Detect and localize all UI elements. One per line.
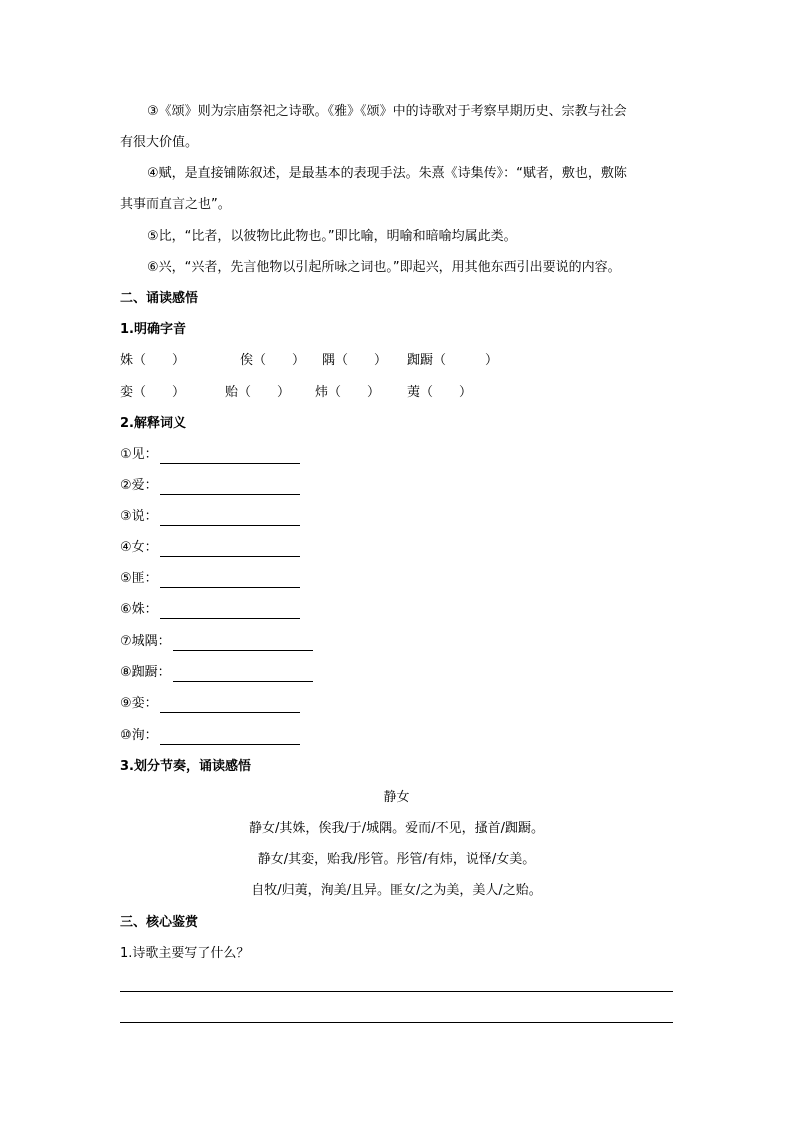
words-subheading: 2.解释词义 [120, 416, 186, 431]
question-1: 1.诗歌主要写了什么？ [120, 946, 250, 961]
word-label: ②爱： [120, 478, 158, 493]
word-item [120, 446, 300, 466]
pinyin-item[interactable]: 贻（ ） [225, 385, 291, 400]
word-label: ⑩洵： [120, 728, 158, 743]
xing-paragraph: ⑥兴，“兴者，先言他物以引起所咏之词也。”即起兴，用其他东西引出要说的内容。 [147, 260, 621, 275]
pinyin-subheading: 1.明确字音 [120, 322, 186, 337]
word-label: ⑨娈： [120, 696, 158, 711]
pinyin-item[interactable]: 踟蹰（ ） [407, 353, 499, 368]
word-item [120, 570, 300, 590]
pinyin-item[interactable]: 荑（ ） [407, 385, 473, 400]
answer-blank[interactable] [160, 573, 300, 588]
pinyin-row-2 [120, 384, 540, 402]
rhythm-subheading: 3.划分节奏，诵读感悟 [120, 759, 251, 774]
answer-blank[interactable] [173, 667, 313, 682]
word-item [120, 727, 300, 747]
song-paragraph-line2: 有很大价值。 [120, 135, 199, 150]
word-label: ⑤匪： [120, 571, 158, 586]
poem-line: 静女/其姝，俟我/于/城隅。爱而/不见，搔首/踟蹰。 [249, 821, 544, 836]
fu-paragraph-line1: ④赋，是直接铺陈叙述，是最基本的表现手法。朱熹《诗集传》：“赋者，敷也，敷陈 [147, 166, 627, 181]
word-item [120, 477, 300, 497]
answer-line[interactable] [120, 1022, 673, 1023]
word-label: ①见： [120, 447, 158, 462]
word-label: ③说： [120, 509, 158, 524]
pinyin-item[interactable]: 俟（ ） [240, 353, 306, 368]
fu-paragraph-line2: 其事而直言之也”。 [120, 197, 231, 212]
answer-blank[interactable] [160, 449, 300, 464]
word-label: ④女： [120, 540, 158, 555]
poem-line: 自牧/归荑，洵美/且异。匪女/之为美，美人/之贻。 [251, 883, 542, 898]
song-paragraph-line1: ③《颂》则为宗庙祭祀之诗歌。《雅》《颂》中的诗歌对于考察早期历史、宗教与社会 [147, 104, 627, 119]
pinyin-row-1 [120, 352, 540, 370]
poem-line: 静女/其娈，贻我/彤管。彤管/有炜，说怿/女美。 [257, 852, 536, 867]
section2-heading: 二、诵读感悟 [120, 291, 199, 306]
answer-line[interactable] [120, 991, 673, 992]
word-label: ⑦城隅： [120, 634, 171, 649]
word-label: ⑧踟蹰： [120, 665, 171, 680]
pinyin-item[interactable]: 娈（ ） [120, 385, 186, 400]
pinyin-item[interactable]: 姝（ ） [120, 353, 186, 368]
pinyin-item[interactable]: 炜（ ） [315, 385, 381, 400]
answer-blank[interactable] [160, 480, 300, 495]
answer-blank[interactable] [160, 698, 300, 713]
word-item [120, 601, 300, 621]
word-item [120, 539, 300, 559]
answer-blank[interactable] [160, 542, 300, 557]
word-item [120, 664, 313, 684]
section3-heading: 三、核心鉴赏 [120, 915, 199, 930]
poem-title: 静女 [383, 790, 410, 805]
answer-blank[interactable] [160, 730, 300, 745]
bi-paragraph: ⑤比，“比者，以彼物比此物也。”即比喻，明喻和暗喻均属此类。 [147, 229, 517, 244]
word-item [120, 508, 300, 528]
word-label: ⑥姝： [120, 602, 158, 617]
word-item [120, 695, 300, 715]
answer-blank[interactable] [160, 511, 300, 526]
pinyin-item[interactable]: 隅（ ） [322, 353, 388, 368]
answer-blank[interactable] [173, 636, 313, 651]
answer-blank[interactable] [160, 604, 300, 619]
word-item [120, 633, 313, 653]
